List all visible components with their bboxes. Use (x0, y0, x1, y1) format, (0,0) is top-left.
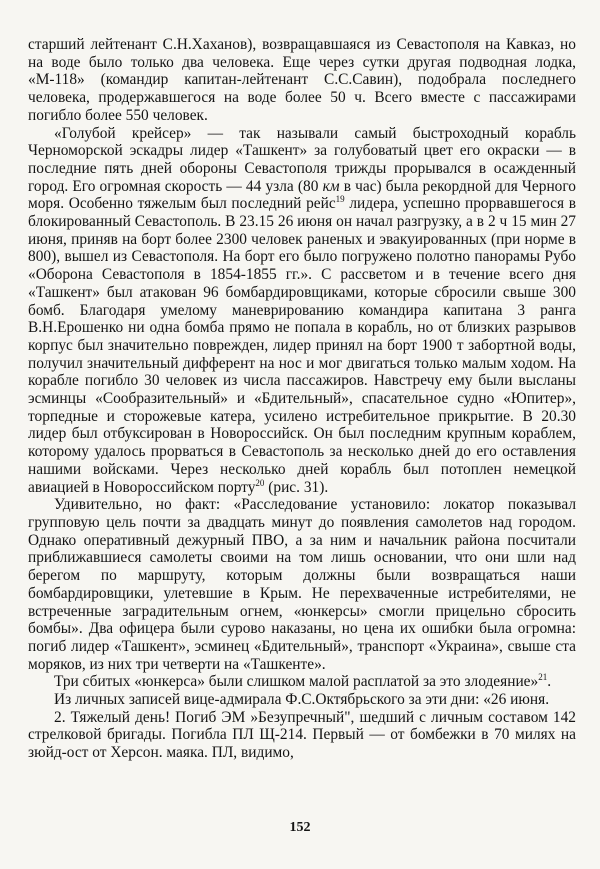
body-text (28, 36, 576, 762)
unit-km: км (322, 177, 340, 195)
footnote-ref-21: 21 (538, 672, 548, 683)
page-number: 152 (289, 820, 311, 835)
paragraph-4: Три сбитых «юнкерса» были слишком малой расплатой за это злодеяние»$^{21}$. (54, 672, 552, 691)
footnote-ref-20: 20 (255, 477, 265, 488)
paragraph-1: старший лейтенант С.Н.Хаханов), возвращавшаяся из Севастополя на Кавказ, но на воде было только два человека. Еще через сутки другая подводная лодка, «М-118» (командир капитан-лейтенант С.С.Савин), подобрала последнего человека, продержавшегося на воде более 50 ч. Всего вместе с пассажирами погибло более 550 человек. (28, 36, 576, 124)
paragraph-5: Из личных записей вице-адмирала Ф.С.Октябрьского за эти дни: «26 июня. (54, 691, 550, 709)
paragraph-2: «Голубой крейсер» — так называли самый быстроходный корабль Черноморской эскадры лидер «Ташкент» за голубоватый цвет его окраски — в последние пять дней обороны Севастополя трижды прорывался в осажденный город. Его огромная скорость — 44 узла (80 км в час) была рекордной для Черного моря. Особенно тяжелым был последний рейс$^{19}$ лидера, успешно прорвавшегося в блокированный Севастополь. В 23.15 26 июня он начал разгрузку, а в 2 ч 15 мин 27 июня, приняв на борт более 2300 человек раненых и эвакуированных (при норме в 800), вышел из Севастополя. На борт его было погружено полотно панорамы Рубо «Оборона Севастополя в 1854-1855 гг.». С рассветом и в течение всего дня «Ташкент» был атакован 96 бомбардировщиками, которые сбросили свыше 300 бомб. Благодаря умелому маневрированию командира капитана 3 ранга В.Н.Ерошенко ни одна бомба прямо не попала в корабль, но от близких разрывов корпус был значительно поврежден, лидер принял на борт 1900 т забортной воды, получил значительный дифферент на нос и мог двигаться только малым ходом. На корабле погибло 30 человек из числа пассажиров. Навстречу ему были высланы эсминцы «Сообразительный» и «Бдительный», спасательное судно «Юпитер», торпедные и сторожевые катера, усилено истребительное прикрытие. В 20.30 лидер был отбуксирован в Новороссийск. Он был последним крупным кораблем, которому удалось прорваться в Севастополь за несколько дней до его оставления нашими войсками. Через несколько дней корабль был потоплен немецкой авиацией в Новороссийском порту$^{20}$ (рис. 31). (28, 124, 577, 496)
paragraph-3: Удивительно, но факт: «Расследование установило: локатор показывал групповую цель почти за двадцать минут до появления самолетов над городом. Однако оперативный дежурный ПВО, а за ним и начальник района посчитали приближавшиеся самолеты своими на том лишь основании, что они шли над берегом по маршруту, которым должны были возвращаться наши бомбардировщики, улетевшие в Крым. Не перехваченные истребителями, не встреченные заградительным огнем, «юнкерсы» смогли прицельно сбросить бомбы». Два офицера были сурово наказаны, но цена их ошибки была огромна: погиб лидер «Ташкент», эсминец «Бдительный», транспорт «Украина», свыше ста моряков, из них три четверти на «Ташкенте». (28, 496, 576, 673)
footnote-ref-19: 19 (335, 194, 345, 205)
paragraph-6: 2. Тяжелый день! Погиб ЭМ »Безупречный", шедший с личным составом 142 стрелковой бригады. Погибла ПЛ Щ-214. Первый — от бомбежки в 70 милях на зюйд-ост от Херсон. маяка. ПЛ, видимо, (28, 708, 576, 762)
